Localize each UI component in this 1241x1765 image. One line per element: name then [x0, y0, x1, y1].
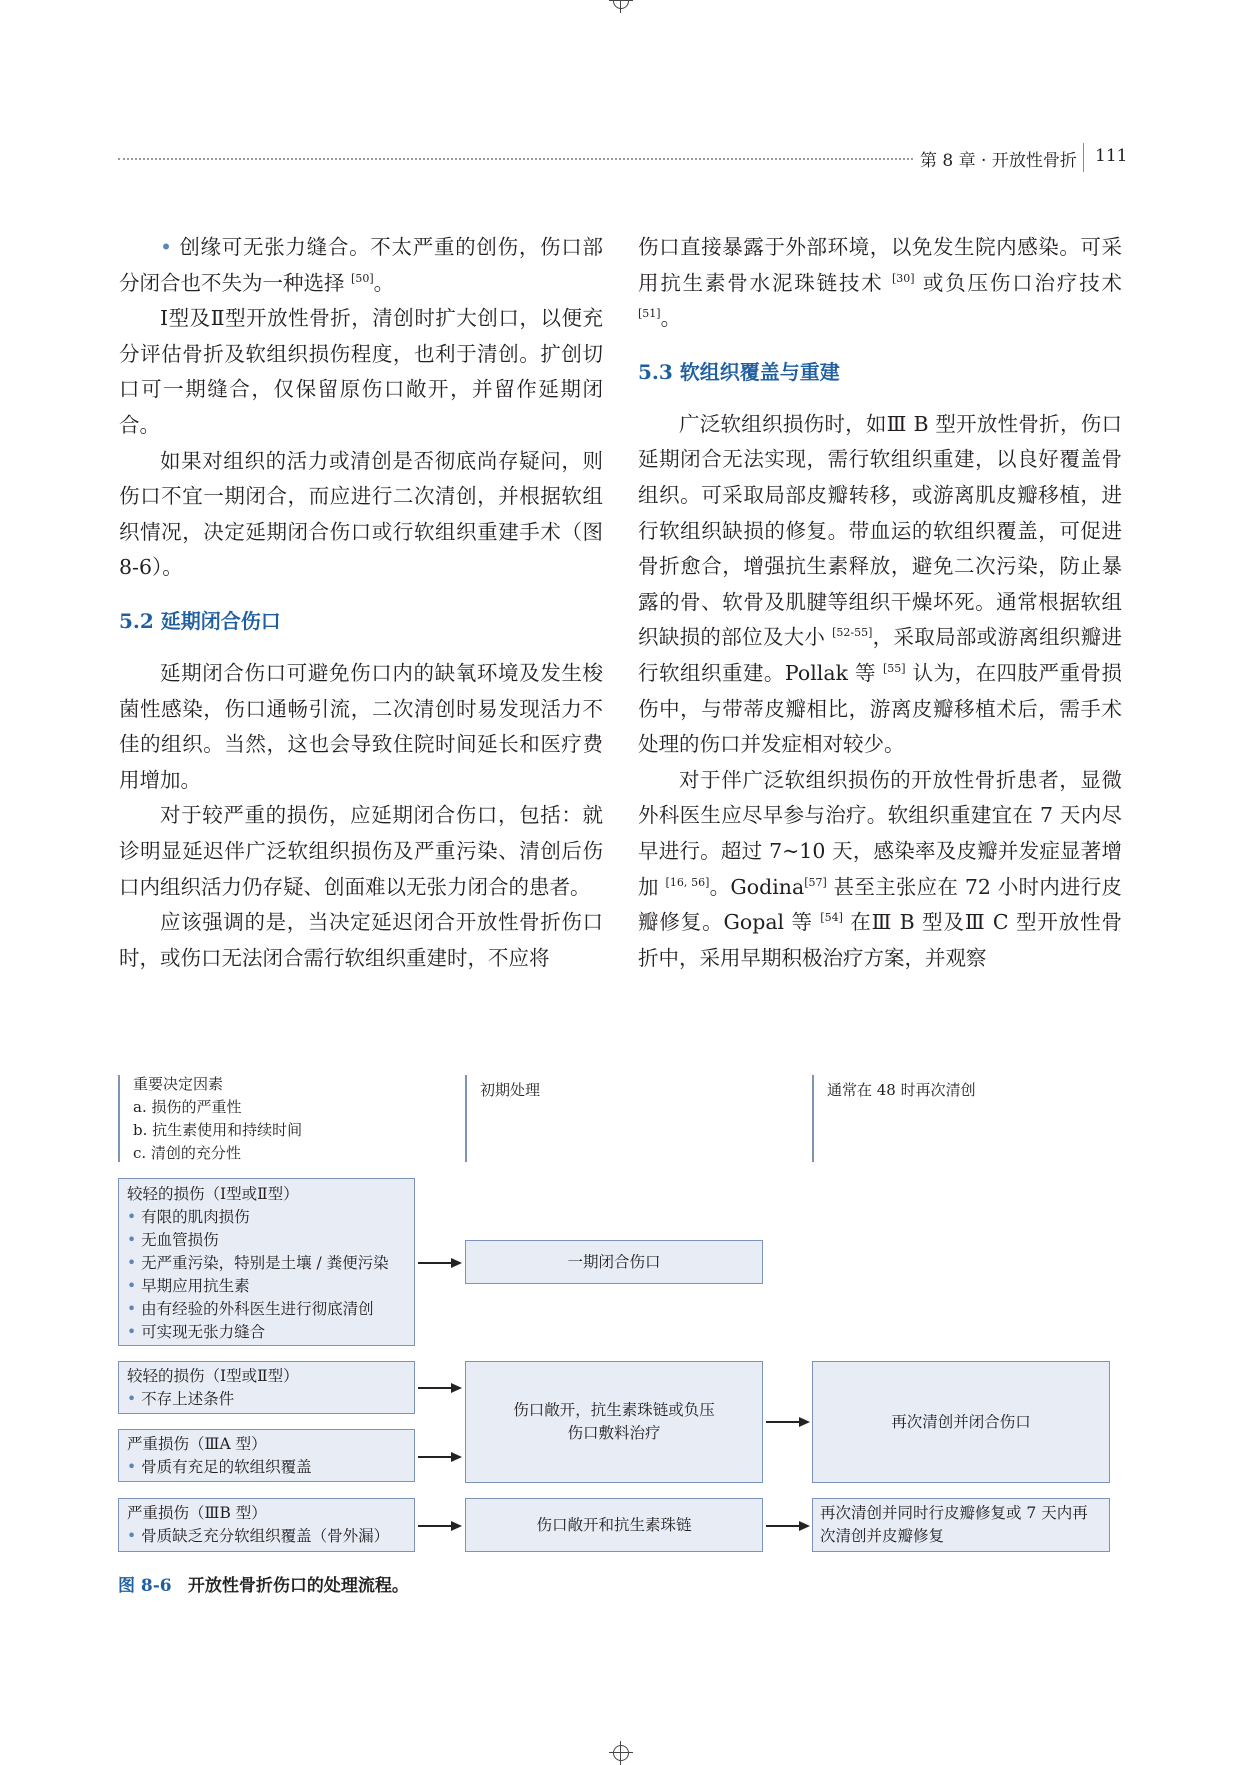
bullet-icon: • — [127, 1208, 142, 1226]
paragraph: • 创缘可无张力缝合。不太严重的创伤，伤口部分闭合也不失为一种选择 [50]。 — [119, 235, 603, 295]
citation: [16, 56] — [665, 875, 710, 889]
figure-caption-text: 开放性骨折伤口的处理流程。 — [187, 1576, 409, 1596]
paragraph: Ⅰ型及Ⅱ型开放性骨折，清创时扩大创口，以便充分评估骨折及软组织损伤程度，也利于清创。扩创切口可一期缝合，仅保留原伤口敞开，并留作延期闭合。 — [119, 306, 603, 437]
paragraph: 伤口直接暴露于外部环境，以免发生院内感染。可采用抗生素骨水泥珠链技术 [30] 或负压伤口治疗技术 [51]。 — [638, 235, 1122, 331]
arrow-icon — [766, 1519, 810, 1533]
citation: [30] — [891, 271, 915, 285]
figure-label: 图 8-6 — [118, 1576, 172, 1596]
bullet-icon: • — [127, 1300, 142, 1318]
box-mild-injury-criteria: 较轻的损伤（Ⅰ型或Ⅱ型） • 有限的肌肉损伤 • 无血管损伤 • 无严重污染，特别是土壤 / 粪便污染 • 早期应用抗生素 • 由有经验的外科医生进行彻底清创 • 可实现无张力缝合 — [118, 1178, 415, 1346]
box-severe-3b: 严重损伤（ⅢB 型） • 骨质缺乏充分软组织覆盖（骨外漏） — [118, 1498, 415, 1552]
box-open-wound-treatment: 伤口敞开，抗生素珠链或负压 伤口敷料治疗 — [465, 1361, 763, 1483]
col3-header: 通常在 48 时再次清创 — [827, 1081, 976, 1099]
page-number: 111 — [1095, 146, 1128, 166]
column-header-rule — [812, 1075, 814, 1162]
running-header-chapter: 第 8 章 · 开放性骨折 — [920, 151, 1077, 171]
box-mild-injury-other: 较轻的损伤（Ⅰ型或Ⅱ型） • 不存上述条件 — [118, 1361, 415, 1414]
column-header-rule — [465, 1075, 467, 1162]
bullet-icon: • — [127, 1254, 142, 1272]
arrow-icon — [418, 1519, 462, 1533]
arrow-icon — [418, 1381, 462, 1395]
section-heading-5-2: 5.2 延期闭合伤口 — [119, 608, 281, 633]
citation: [54] — [820, 911, 843, 925]
citation: [52-55] — [832, 626, 873, 640]
arrow-icon — [418, 1256, 462, 1270]
header-separator — [1083, 143, 1084, 172]
box-open-wound-beads: 伤口敞开和抗生素珠链 — [465, 1498, 763, 1552]
crop-mark-bottom — [609, 1741, 633, 1765]
col2-header: 初期处理 — [480, 1081, 541, 1099]
bullet-icon: • — [127, 1527, 142, 1545]
paragraph: 广泛软组织损伤时，如Ⅲ B 型开放性骨折，伤口延期闭合无法实现，需行软组织重建，以良好覆盖骨组织。可采取局部皮瓣转移，或游离肌皮瓣移植，进行软组织缺损的修复。带血运的软组织覆盖，可促进骨折愈合，增强抗生素释放，避免二次污染，防止暴露的骨、软骨及肌腱等组织干燥坏死。通常根据软组织缺损的部位及大小 [52-55]，采取局部或游离组织瓣进行软组织重建。Pollak 等 [55] 认为，在四肢严重骨损伤中，与带蒂皮瓣相比，游离皮瓣移植术后，需手术处理的伤口并发症相对较少。 — [638, 411, 1123, 757]
bullet-icon: • — [127, 1458, 142, 1476]
box-flap-repair: 再次清创并同时行皮瓣修复或 7 天内再 次清创并皮瓣修复 — [812, 1498, 1110, 1552]
arrow-icon — [418, 1450, 462, 1464]
arrow-icon — [766, 1415, 810, 1429]
paragraph: 对于伴广泛软组织损伤的开放性骨折患者，显微外科医生应尽早参与治疗。软组织重建宜在 7 天内尽早进行。超过 7~10 天，感染率及皮瓣并发症显著增加 [16, 56]。Godina[57] 甚至主张应在 72 小时内进行皮瓣修复。Gopal 等 [54] 在Ⅲ B 型及Ⅲ C 型开放性骨折中，采用早期积极治疗方案，并观察 — [638, 767, 1123, 970]
left-column — [119, 230, 603, 976]
box-redebride-close: 再次清创并闭合伤口 — [812, 1361, 1110, 1483]
crop-mark-top — [609, 0, 633, 13]
paragraph: 应该强调的是，当决定延迟闭合开放性骨折伤口时，或伤口无法闭合需行软组织重建时，不应将 — [119, 910, 603, 970]
citation: [55] — [883, 661, 906, 675]
box-primary-closure: 一期闭合伤口 — [465, 1240, 763, 1284]
header-rule — [118, 158, 913, 160]
col1-header: 重要决定因素 a. 损伤的严重性 b. 抗生素使用和持续时间 c. 清创的充分性 — [133, 1075, 303, 1162]
right-column — [638, 230, 1122, 976]
bullet-icon: • — [127, 1231, 142, 1249]
figure-caption — [118, 1571, 409, 1596]
box-severe-3a: 严重损伤（ⅢA 型） • 骨质有充足的软组织覆盖 — [118, 1429, 415, 1482]
bullet-icon: • — [160, 235, 180, 259]
column-header-rule — [118, 1075, 120, 1162]
bullet-icon: • — [127, 1390, 142, 1408]
bullet-icon: • — [127, 1277, 142, 1295]
bullet-icon: • — [127, 1323, 142, 1341]
citation: [51] — [638, 307, 661, 321]
section-heading-5-3: 5.3 软组织覆盖与重建 — [638, 359, 840, 384]
paragraph: 对于较严重的损伤，应延期闭合伤口，包括：就诊明显延迟伴广泛软组织损伤及严重污染、清创后伤口内组织活力仍存疑、创面难以无张力闭合的患者。 — [119, 803, 603, 899]
citation: [57] — [804, 875, 827, 889]
paragraph: 如果对组织的活力或清创是否彻底尚存疑问，则伤口不宜一期闭合，而应进行二次清创，并根据软组织情况，决定延期闭合伤口或行软组织重建手术（图 8-6）。 — [119, 448, 603, 580]
citation: [50] — [351, 271, 374, 285]
paragraph: 延期闭合伤口可避免伤口内的缺氧环境及发生梭菌性感染，伤口通畅引流，二次清创时易发现活力不佳的组织。当然，这也会导致住院时间延长和医疗费用增加。 — [119, 660, 603, 792]
